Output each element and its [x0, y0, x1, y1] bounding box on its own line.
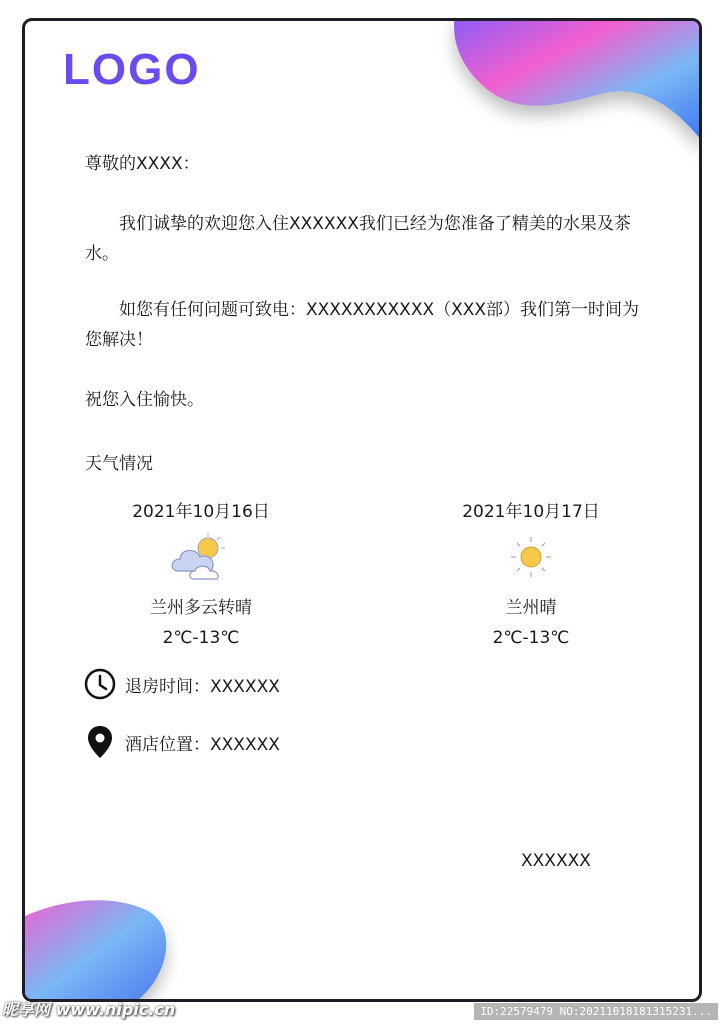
logo: LOGO — [63, 45, 201, 94]
decorative-gradient-blob-top — [435, 18, 702, 165]
checkout-time-text: 退房时间：XXXXXX — [125, 676, 280, 697]
welcome-paragraph: 我们诚挚的欢迎您入住XXXXXX我们已经为您准备了精美的水果及茶水。 — [85, 214, 631, 264]
location-pin-icon — [87, 725, 113, 759]
salutation: 尊敬的XXXX： — [85, 154, 200, 174]
watermark-id: ID:22579479 NO:20211018181315231... — [474, 1003, 718, 1020]
weather-day-2 — [421, 497, 641, 653]
clock-icon — [84, 668, 116, 700]
watermark-site: 昵享网 www.nipic.cn — [2, 1000, 176, 1019]
partly-cloudy-icon — [168, 531, 234, 583]
letter-card — [22, 18, 702, 1002]
signature: XXXXXX — [521, 851, 591, 871]
weather-date: 2021年10月17日 — [462, 502, 600, 522]
checkout-time-row — [83, 667, 280, 701]
weather-day-1 — [91, 497, 311, 653]
decorative-gradient-blob-bottom — [22, 899, 179, 1002]
weather-temperature: 2℃-13℃ — [162, 628, 240, 648]
weather-city: 兰州多云转晴 — [150, 598, 252, 618]
weather-heading: 天气情况 — [85, 454, 153, 474]
weather-temperature: 2℃-13℃ — [492, 628, 570, 648]
contact-paragraph: 如您有任何问题可致电：XXXXXXXXXXX（XXX部）我们第一时间为您解决！ — [85, 300, 640, 350]
weather-city: 兰州晴 — [505, 598, 557, 618]
hotel-location-text: 酒店位置：XXXXXX — [125, 734, 280, 755]
weather-date: 2021年10月16日 — [132, 502, 270, 522]
closing-wish: 祝您入住愉快。 — [85, 390, 204, 410]
hotel-location-row — [83, 725, 280, 759]
sunny-icon — [509, 535, 553, 579]
